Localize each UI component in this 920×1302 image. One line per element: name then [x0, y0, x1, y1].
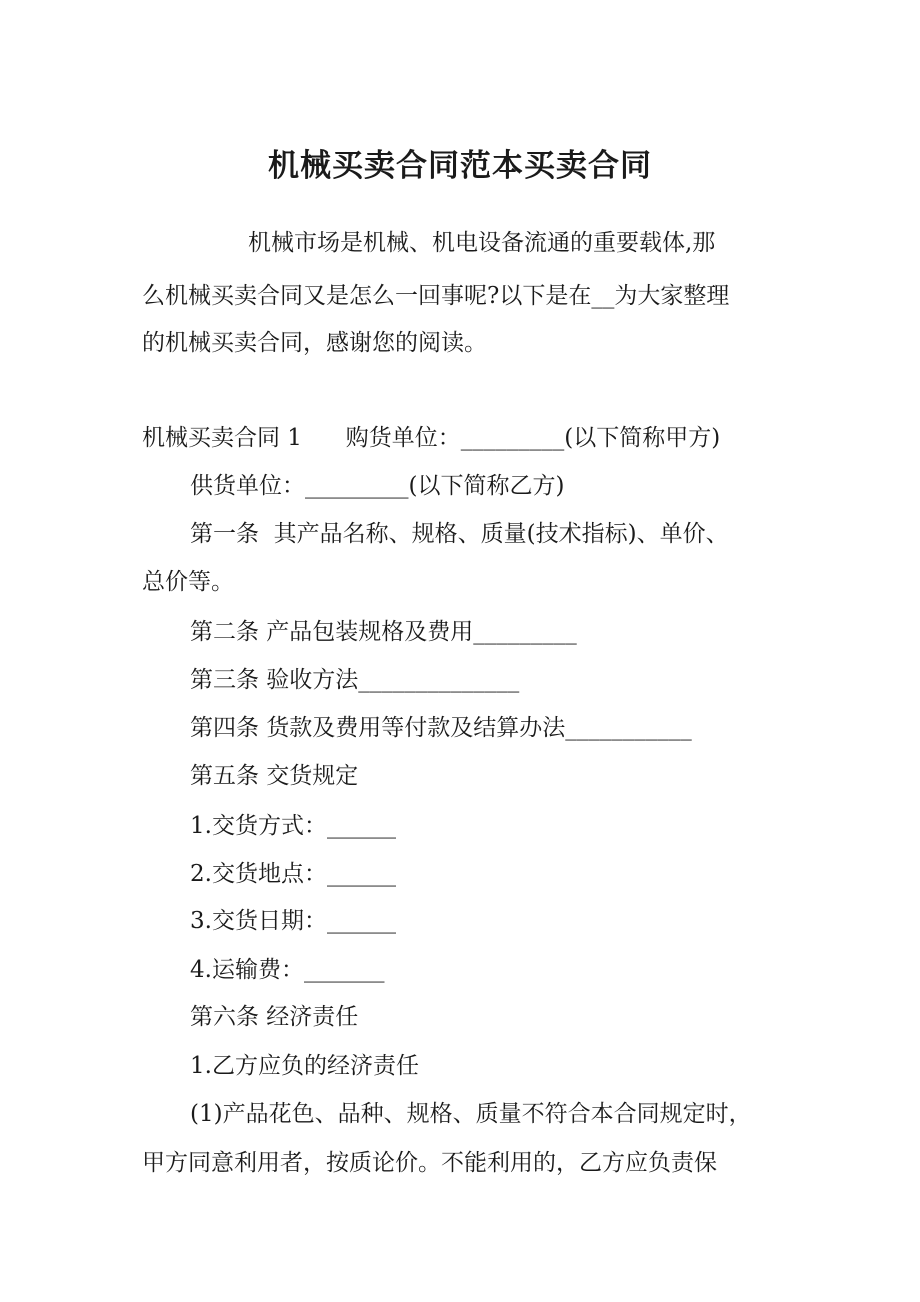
party-b-responsibility: 1.乙方应负的经济责任 — [190, 1053, 419, 1079]
article-5: 第五条 交货规定 — [190, 763, 359, 789]
supplier-line: 供货单位：_________(以下简称乙方) — [190, 473, 565, 499]
delivery-method: 1.交货方式：______ — [190, 813, 396, 839]
document-title: 机械买卖合同范本买卖合同 — [268, 148, 652, 184]
contract-heading-buyer: 机械买卖合同 1 购货单位：_________(以下简称甲方) — [142, 425, 721, 451]
article-6: 第六条 经济责任 — [190, 1004, 359, 1030]
clause-1-line-1: (1)产品花色、品种、规格、质量不符合本合同规定时， — [190, 1101, 752, 1127]
intro-line-3: 的机械买卖合同，感谢您的阅读。 — [142, 330, 487, 356]
article-4: 第四条 货款及费用等付款及结算办法___________ — [190, 715, 692, 741]
article-3: 第三条 验收方法______________ — [190, 667, 520, 693]
intro-line-2: 么机械买卖合同又是怎么一回事呢?以下是在__为大家整理 — [142, 283, 730, 309]
shipping-fee: 4.运输费：_______ — [190, 957, 385, 983]
clause-1-line-2: 甲方同意利用者，按质论价。不能利用的，乙方应负责保 — [142, 1150, 717, 1176]
article-2: 第二条 产品包装规格及费用_________ — [190, 619, 577, 645]
intro-line-1: 机械市场是机械、机电设备流通的重要载体,那 — [248, 230, 716, 256]
article-1-line-2: 总价等。 — [142, 569, 234, 595]
delivery-date: 3.交货日期：______ — [190, 908, 396, 934]
delivery-location: 2.交货地点：______ — [190, 861, 396, 887]
article-1-line-1: 第一条 其产品名称、规格、质量(技术指标)、单价、 — [190, 521, 729, 547]
